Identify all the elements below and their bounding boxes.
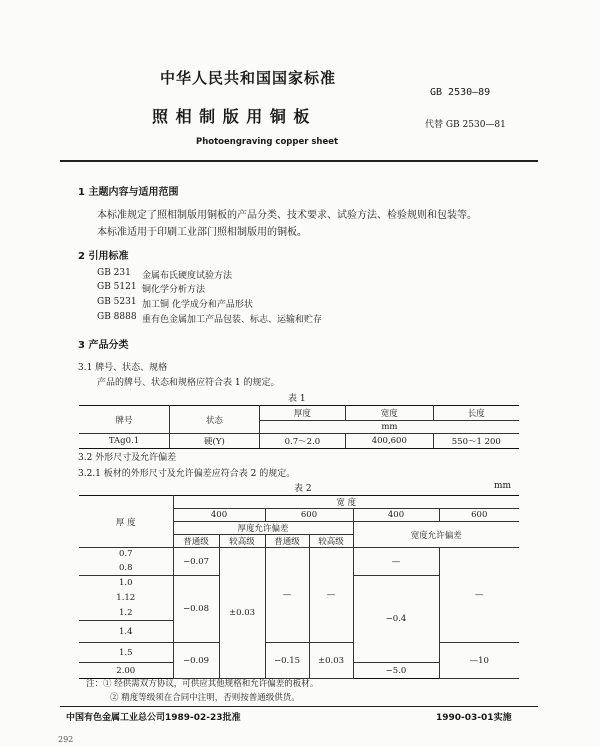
note-1: 注：① 经供需双方协议，可供应其他规格和允许偏差的板材。 <box>86 679 319 689</box>
width-400-header: 400 <box>173 509 265 522</box>
width-tolerance-value: —10 <box>439 643 519 679</box>
table-1-cell: 400,600 <box>346 434 434 449</box>
table-2 <box>79 495 519 679</box>
section-2-heading: 2 引用标准 <box>78 251 129 262</box>
reference-code: GB 231 <box>97 268 131 278</box>
reference-code: GB 5231 <box>97 297 137 307</box>
tolerance-value: −0.08 <box>173 576 219 643</box>
thickness-value: 2.00 <box>79 663 173 679</box>
grade-high-header: 较高级 <box>309 535 353 548</box>
section-3-2-1-text: 3.2.1 板材的外形尺寸及允许偏差应符合表 2 的规定。 <box>78 469 296 479</box>
reference-title: 金属布氏硬度试验方法 <box>142 271 233 281</box>
table-1-header: 宽度 <box>346 406 434 421</box>
section-1-heading: 1 主题内容与适用范围 <box>78 187 179 198</box>
section-1-paragraph-1: 本标准规定了照相制版用铜板的产品分类、技术要求、试验方法、检验规则和包装等。 <box>97 210 477 221</box>
section-3-2-heading: 3.2 外形尺寸及允许偏差 <box>78 453 177 463</box>
page-number: 292 <box>58 735 74 744</box>
section-3-heading: 3 产品分类 <box>78 340 129 351</box>
width-600-header: 600 <box>265 509 353 522</box>
thickness-header: 厚 度 <box>79 496 173 548</box>
reference-title: 铜化学分析方法 <box>142 285 206 295</box>
footer-rule <box>60 706 538 707</box>
grade-high-header: 较高级 <box>219 535 265 548</box>
reference-code: GB 8888 <box>97 312 137 322</box>
table-1-caption: 表 1 <box>288 394 306 404</box>
header-rule <box>60 160 538 162</box>
width-tolerance-value: — <box>353 548 439 576</box>
width-600-header: 600 <box>439 509 519 522</box>
english-title: Photoengraving copper sheet <box>196 137 339 147</box>
standard-number: GB 2530—89 <box>430 87 491 98</box>
table-1-header: 状态 <box>170 406 260 434</box>
standard-category-title: 中华人民共和国国家标准 <box>160 69 337 87</box>
table-1-cell: 0.7～2.0 <box>259 434 345 449</box>
grade-normal-header: 普通级 <box>173 535 219 548</box>
approval-text: 中国有色金属工业总公司1989-02-23批准 <box>66 713 241 723</box>
thickness-value: 1.4 <box>79 621 173 643</box>
section-1-paragraph-2: 本标准适用于印刷工业部门照相制版用的铜板。 <box>97 227 307 238</box>
table-1-header: 长度 <box>433 406 519 421</box>
thickness-value: 0.8 <box>79 561 173 576</box>
thickness-value: 1.12 <box>79 591 173 606</box>
reference-code: GB 5121 <box>97 282 137 292</box>
tolerance-value: ±0.03 <box>309 643 353 679</box>
note-2: ② 精度等级须在合同中注明，否则按普通级供货。 <box>110 693 300 703</box>
thickness-tolerance-header: 厚度允许偏差 <box>173 522 353 535</box>
tolerance-value: — <box>309 548 353 643</box>
width-header: 宽 度 <box>173 496 519 509</box>
width-400-header: 400 <box>353 509 439 522</box>
grade-normal-header: 普通级 <box>265 535 309 548</box>
implementation-date: 1990-03-01实施 <box>436 713 512 723</box>
thickness-value: 1.2 <box>79 606 173 621</box>
thickness-value: 0.7 <box>79 548 173 561</box>
table-1-cell: 550～1 200 <box>433 434 519 449</box>
reference-title: 重有色金属加工产品包装、标志、运输和贮存 <box>142 315 323 325</box>
tolerance-value: −0.09 <box>173 643 219 679</box>
document-title: 照 相 制 版 用 铜 板 <box>152 107 311 126</box>
section-3-1-heading: 3.1 牌号、状态、规格 <box>78 363 168 373</box>
tolerance-value: −0.15 <box>265 643 309 679</box>
table-1 <box>79 405 519 449</box>
tolerance-value: −0.07 <box>173 548 219 576</box>
width-tolerance-value: — <box>439 548 519 643</box>
table-1-cell: TAg0.1 <box>79 434 170 449</box>
width-tolerance-value: −0.4 <box>353 576 439 663</box>
tolerance-value: — <box>265 548 309 643</box>
table-2-unit: mm <box>494 481 512 491</box>
table-1-unit: mm <box>259 421 519 434</box>
thickness-value: 1.0 <box>79 576 173 591</box>
thickness-value: 1.5 <box>79 643 173 663</box>
table-1-cell: 硬(Y) <box>170 434 260 449</box>
section-3-1-text: 产品的牌号、状态和规格应符合表 1 的规定。 <box>97 378 280 388</box>
width-tolerance-value: −5.0 <box>353 663 439 679</box>
table-1-header: 厚度 <box>259 406 345 421</box>
table-2-caption: 表 2 <box>294 484 312 494</box>
replaces-standard: 代替 GB 2530—81 <box>425 120 506 130</box>
tolerance-value: ±0.03 <box>219 548 265 679</box>
width-tolerance-header: 宽度允许偏差 <box>353 522 519 548</box>
table-1-header: 牌号 <box>79 406 170 434</box>
reference-title: 加工铜 化学成分和产品形状 <box>142 300 253 310</box>
